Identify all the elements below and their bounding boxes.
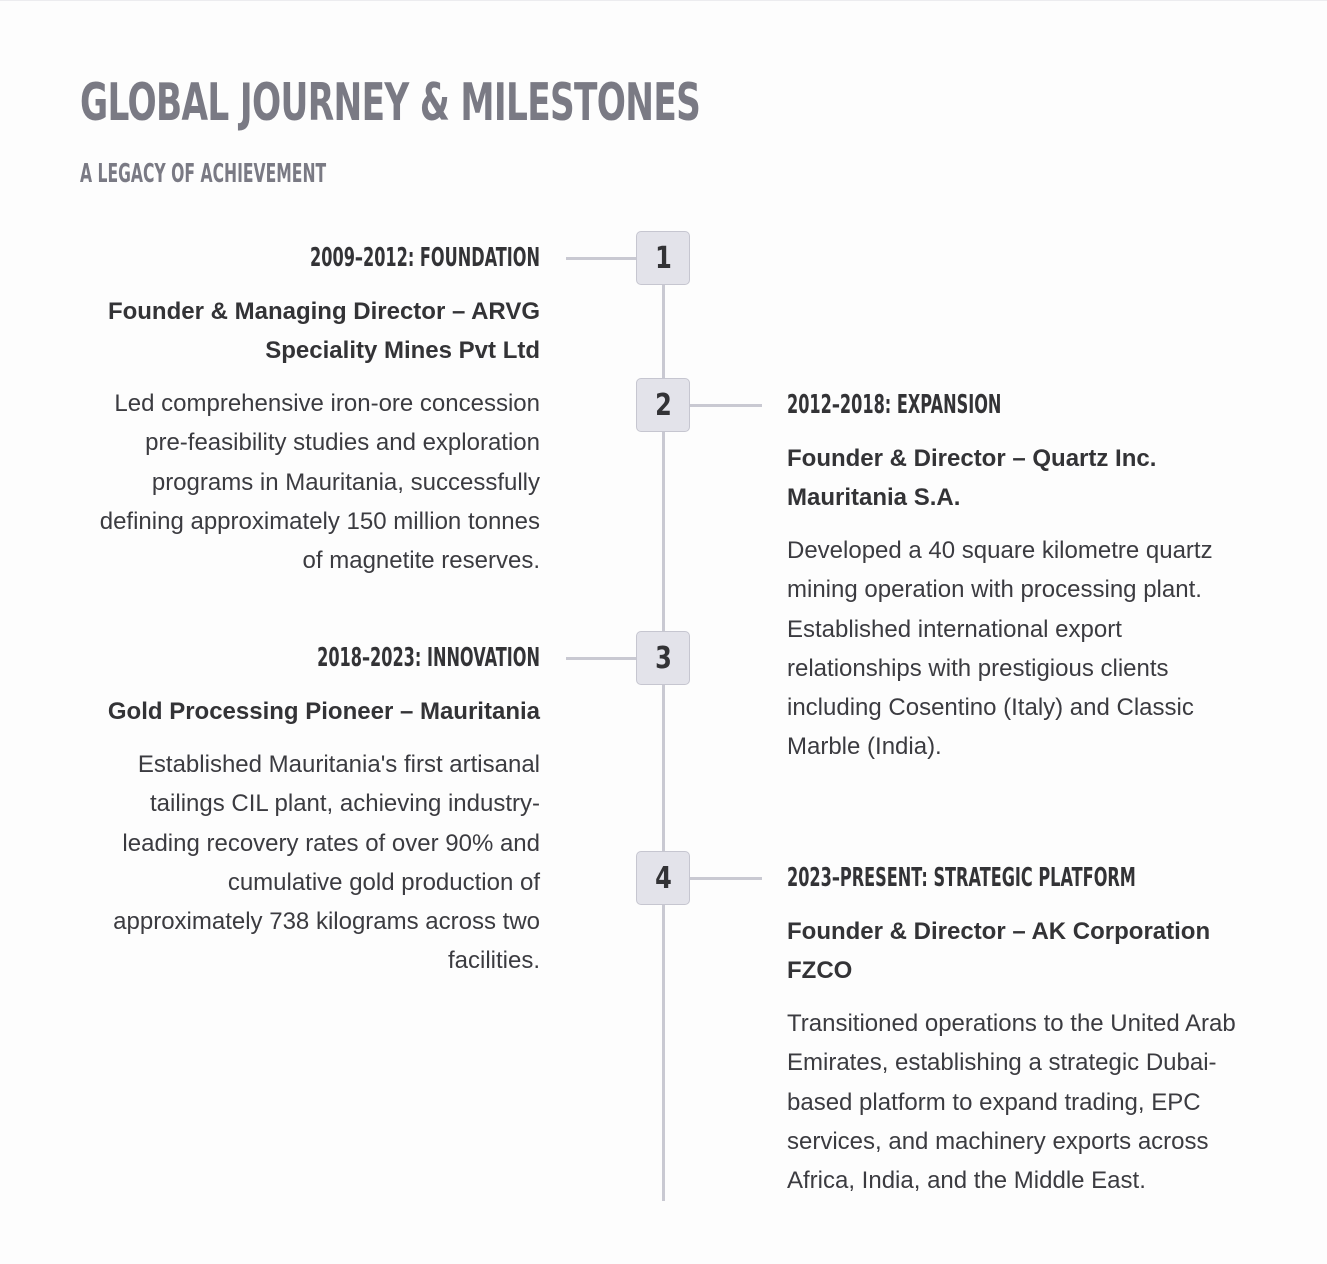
milestone-role: Founder & Managing Director – ARVG Speciality Mines Pvt Ltd (107, 298, 540, 364)
milestone-period: 2023–PRESENT: STRATEGIC PLATFORM (787, 863, 1136, 893)
milestone-3-badge (636, 631, 690, 685)
milestone-number: 3 (654, 640, 672, 676)
milestone-3-entry (80, 638, 540, 981)
milestone-number: 2 (654, 387, 672, 423)
milestone-1-entry (80, 238, 540, 580)
milestone-2-entry (787, 385, 1247, 767)
milestone-period: 2012–2018: EXPANSION (787, 390, 1002, 420)
page-subtitle: A LEGACY OF ACHIEVEMENT (80, 159, 327, 189)
milestone-description: Transitioned operations to the United Arab Emirates, establishing a strategic Dubai-based platform to expand trading, EPC services, and machinery exports across Africa, India, and the Middle East. (787, 1010, 1236, 1195)
milestone-description: Established Mauritania's first artisanal tailings CIL plant, achieving industry-leading recovery rates of over 90% and cumulative gold production of approximately 738 kilograms across two facilities. (113, 751, 540, 975)
milestone-1-connector (566, 257, 638, 260)
milestone-2-connector (690, 404, 762, 407)
milestone-period: 2009–2012: FOUNDATION (310, 243, 540, 273)
milestone-3-connector (566, 657, 638, 660)
milestone-1-badge (636, 231, 690, 285)
milestone-period: 2018–2023: INNOVATION (317, 643, 540, 673)
milestone-role: Gold Processing Pioneer – Mauritania (107, 698, 540, 725)
milestone-2-badge (636, 378, 690, 432)
milestone-4-entry (787, 858, 1247, 1200)
milestone-role: Founder & Director – AK Corporation FZCO (787, 918, 1211, 984)
milestone-description: Developed a 40 square kilometre quartz mining operation with processing plant. Established international export relationships with prestigious clients including Cosentino (Italy) and Classic Marble (India). (787, 537, 1213, 761)
milestone-4-badge (636, 851, 690, 905)
milestone-number: 4 (654, 860, 672, 896)
milestone-description: Led comprehensive iron-ore concession pre-feasibility studies and exploration programs in Mauritania, successfully defining approximately 150 million tonnes of magnetite reserves. (99, 390, 540, 575)
milestone-number: 1 (654, 240, 672, 276)
milestone-role: Founder & Director – Quartz Inc. Mauritania S.A. (787, 445, 1157, 511)
top-divider (0, 0, 1327, 1)
page-title: GLOBAL JOURNEY & MILESTONES (80, 73, 701, 133)
milestone-4-connector (690, 877, 762, 880)
